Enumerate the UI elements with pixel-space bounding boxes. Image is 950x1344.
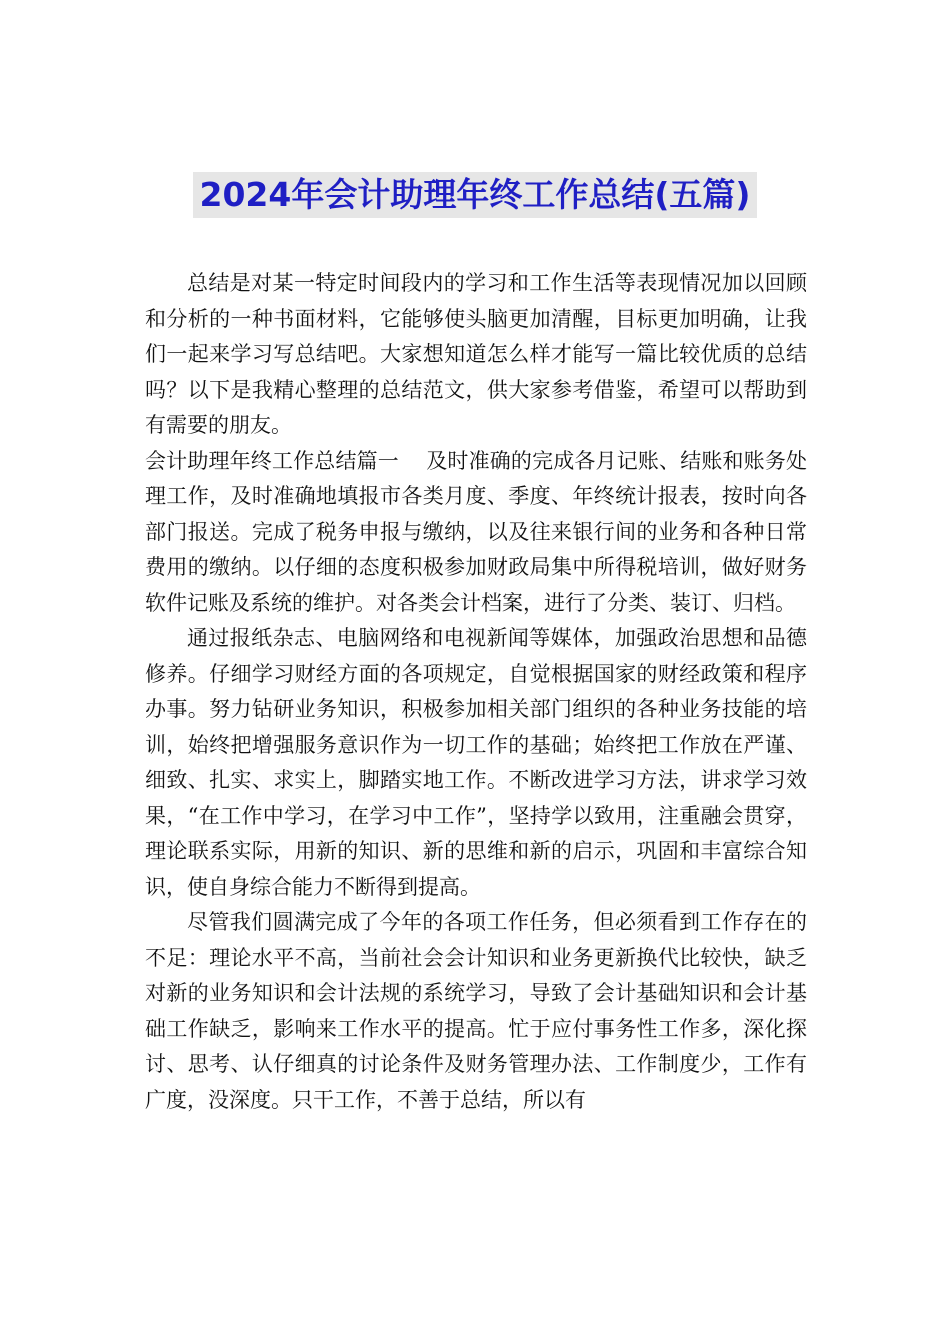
shortcomings-paragraph: 尽管我们圆满完成了今年的各项工作任务，但必须看到工作存在的不足：理论水平不高，当前社会会计知识和业务更新换代比较快，缺乏对新的业务知识和会计法规的系统学习，导致了会计基础知识和会计基础工作缺乏，影响来工作水平的提高。忙于应付事务性工作多，深化探讨、思考、认仔细真的讨论条件及财务管理办法、工作制度少，工作有广度，没深度。只干工作，不善于总结，所以有 bbox=[145, 910, 807, 1112]
document-body bbox=[145, 266, 807, 1118]
title-container bbox=[0, 172, 950, 218]
document-title: 2024年会计助理年终工作总结(五篇) bbox=[193, 172, 756, 218]
study-paragraph: 通过报纸杂志、电脑网络和电视新闻等媒体，加强政治思想和品德修养。仔细学习财经方面的各项规定，自觉根据国家的财经政策和程序办事。努力钻研业务知识，积极参加相关部门组织的各种业务技能的培训，始终把增强服务意识作为一切工作的基础；始终把工作放在严谨、细致、扎实、求实上，脚踏实地工作。不断改进学习方法，讲求学习效果，“在工作中学习，在学习中工作”，坚持学以致用，注重融会贯穿，理论联系实际，用新的知识、新的思维和新的启示，巩固和丰富综合知识，使自身综合能力不断得到提高。 bbox=[145, 626, 807, 899]
intro-paragraph: 总结是对某一特定时间段内的学习和工作生活等表现情况加以回顾和分析的一种书面材料，它能够使头脑更加清醒，目标更加明确，让我们一起来学习写总结吧。大家想知道怎么样才能写一篇比较优质的总结吗？以下是我精心整理的总结范文，供大家参考借鉴，希望可以帮助到有需要的朋友。 bbox=[145, 271, 807, 437]
section-one-paragraph: 会计助理年终工作总结篇一 及时准确的完成各月记账、结账和账务处理工作，及时准确地填报市各类月度、季度、年终统计报表，按时向各部门报送。完成了税务申报与缴纳，以及往来银行间的业务和各种日常费用的缴纳。以仔细的态度积极参加财政局集中所得税培训，做好财务软件记账及系统的维护。对各类会计档案，进行了分类、装订、归档。 bbox=[145, 448, 807, 615]
